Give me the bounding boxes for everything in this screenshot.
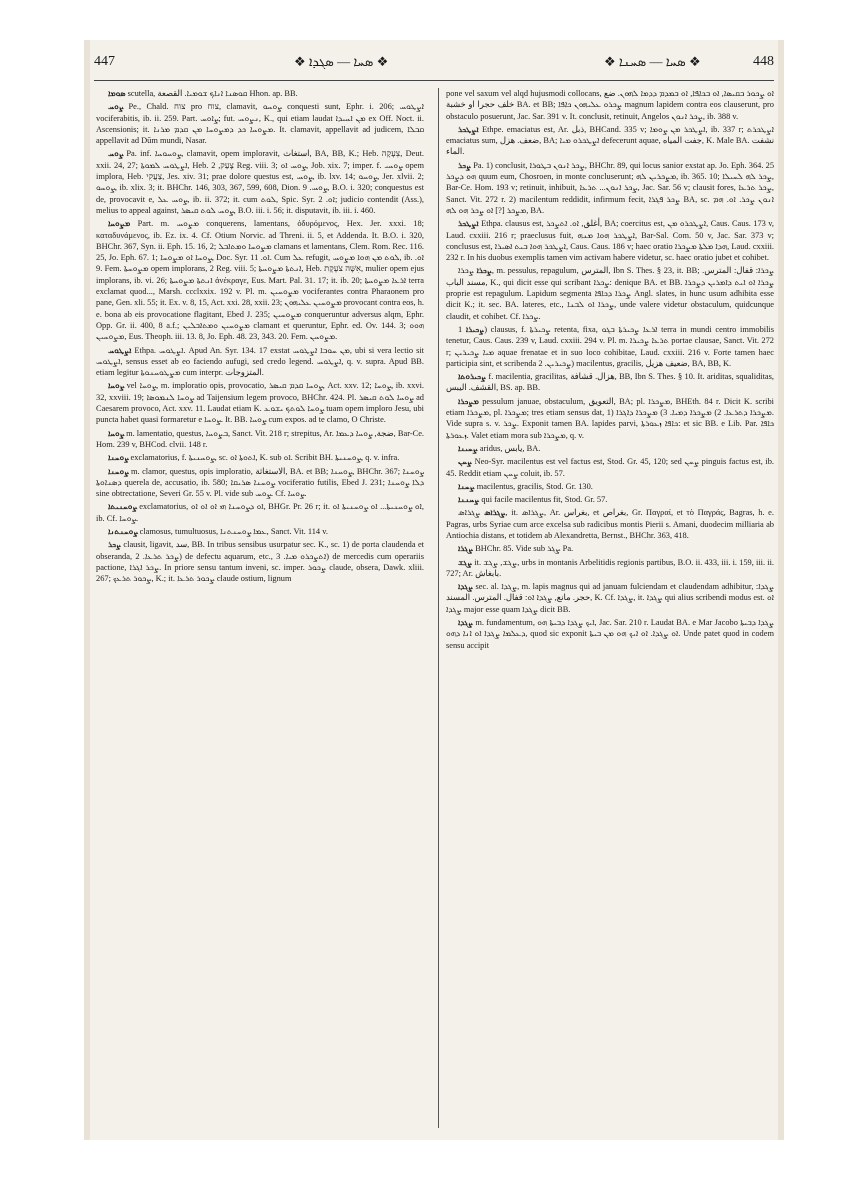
dictionary-entry: [96, 539, 424, 584]
column-divider: [438, 88, 439, 1128]
page-edge-right: [778, 40, 784, 1140]
entry-headword: ܨܓܕܐ: [458, 618, 474, 628]
entry-text: Part. m. ܡܨܘܚ conquerens, lamentans, ὀδυρόμενος, Hex. Jer. xxxi. 18; καταδυνάμενος, ib. Ez. ix. 4. Cf. Otium Norvic. ad Threni. ii. 5, et Addenda. It. B.O. i. 320, BHChr. 367, Syn. ii. Eph. 15. 16, 2; ܡܨܘܚܐ ܘܡܬܐܒܠ clamans et lamentans, Clem. Rom. Rec. 116. 25, Jo. Eph. 67. 1; ܨܘܚܐ ܐܘ ܡܨܘܚܐ, Doc. Syr. ܐܘ. 11. Cum ܥܠ refugit, ܠܘܬ ܡܢ ܗܘܐ ܡܨܘܚ, ib. ܐܘ. 9. Fem. ܡܨܘܚܬܐ opem implorans, 2 Reg. viii. 5; ܐܢܬܬܐ ܡܨܘܚܬܐ, Heb. אִשָּׁה צֹעֶקֶת, mulier opem ejus implorans, ib. vi. 26; ܐܢܬܬܐ ܡܨܘܚܬܐ ἀνέκραγε, Eus. Mart. Pal. 31. 17; it. ib. 20; ܐܪܥܐ ܡܨܘܚܬܐ terra exclamat quod..., Marsh. ccclxxix. 192 v. Pl. m. ܡܨܘܚܝܢ vociferantes contra Pharaonem pro pane, Gen. xli. 55; it. Ex. v. 8, 15, Act. xxi. 28, xxii. 23; ܡܨܘܚܝܢ ܥܠܝܗܘܢ provocant contra eos, h. e. bona ab eis provocatione flagitant, Ebed J. 235; ܡܨܘܚܝܢ conqueruntur adversus alqm, Ephr. Opp. Gr. ii. 400, 8 a.f.; ܡܨܘܚܝܢ ܘܡܬܐܒܠܝܢ clamant et queruntur, Ephr. ed. Ov. 144. 3; ܗܘܘ ܡܨܘܚܝܢ, Eus. Theoph. iii. 13. 8, Jo. Eph. 48. 23, 343. 20. Fem. ܡܨܘܚܢ.: [96, 219, 424, 342]
right-page-number: 448: [753, 54, 774, 69]
dictionary-entry: [446, 443, 774, 454]
right-running-title: ❖ ܣܚܐ — ܣܚܢܐ ❖: [604, 54, 701, 69]
entry-text: ܨܟܪܐ, m. pessulus, repagulum, المترس, Ibn S. Thes. § 23, it. BB; ܨܟܪܐ: قفال: المترس. مسند الباب, K., qui dicit esse qui scribant ܨܟܪܐ: denique BA. et BB. ܨܟܪܐ ܐܘ ܐܝܬ ܕܐܡܪܝܢ ܕܨܟܪܐ proprie est repagulum. Lapidum segmenta ܨܟܪܐ ܕܟܐܦܐ Angl. slates, in hunc usum adhibita esse dicit K.; it. sec. BA. lateres, etc., ܨܟܪܐ ܐܘ ܠܒܢܐ, unde valere videtur obstaculum, quidcunque claudit, et cohibet. Cf. ܨܟܪܐ.: [446, 266, 774, 321]
running-header: [84, 50, 784, 78]
dictionary-entry: [96, 345, 424, 379]
dictionary-entry: [446, 160, 774, 216]
entry-headword: ܨܚܢܐ: [458, 481, 475, 491]
entry-text: Pa. inf. ܨܘܚܘܚܐ, clamavit, opem imploravit, استغاث, BA, BB, K.; Heb. צְעָקָה, Deut. xxii. 24, 27; ܐܨܛܘܚ ܠܡܘܬܐ, Heb. צָעַק, 2 Reg. viii. 3; ܨܘܚ ܐܘ, Job. xix. 7; imper. f. ܨܘܚܝ opem implora, Heb. צַעֲקִי, Jes. xiv. 31; prae dolore questus est, ܨܘܚ, ib. lxv. 14; ܨܘܚܘ, Jer. xlvii. 2; ܨܘܚܘ, ib. xlix. 3; it. BHChr. 146, 303, 367, 599, 608, Dion. ܨܘܚ. 9, B.O. i. 320; conquestus est de, provocavit e, ܨܘܚ ܥܠ, ib. ii. 372; it. cum ܠܘܬ, Spic. Syr. ܐܘ. 2; judicio contendit (Ass.), melius to appeal against, ܨܘܚ ܠܘܬ ܩܝܣܪ, B.O. iii. i. 56; it. disputavit, ib. iii. i. 460.: [96, 149, 424, 215]
dictionary-entry: [446, 88, 774, 122]
entry-text: m. clamor, questus, opis imploratio, الاستغاثة, BA. et BB; ܨܘܚܢܐ, BHChr. 367; ܨܘܚܢܐ ܕܣܢܐܘܬܐ querela de, accusatio, ib. 580; ܨܘܚܢܐ ܣܪܝܩܐ vociferatio futilis, Ebed J. 231; ܕܠܐ ܨܘܚܢܐ sine obtrectatione, Severi Gr. 55 v. Pl. vide sub ܨܘܚ. Cf. ܨܘܚܐ.: [96, 466, 424, 499]
dictionary-entry: [96, 148, 424, 216]
entry-headword: ܨܟܝܪܐ: [465, 324, 485, 334]
entry-headword: ܨܘܚܢܐ: [108, 453, 129, 463]
entry-headword: ܨܘܚ: [108, 102, 124, 112]
entry-headword: ܨܘܚ: [108, 149, 124, 159]
entry-text: macilentus, gracilis, Stod. Gr. 130.: [476, 481, 593, 491]
entry-text: BHChr. 85. Vide sub ܨܓܪ Pa.: [475, 544, 574, 554]
entry-text: sec. al. ܨܓܕܐ, m. lapis magnus qui ad januam fulciendam et claudendam adhibitur, ܨܓܕܐ: حجر. مانع, ܨܓܕܐ ܐܘ: قفال. المترس. المسند, K. Cf. ܨܓܕܐ, it. ܨܓܕܐ qui alius scribendi modus est. ܐܘ ܨܓܕܐ major esse quam ܨܓܕܐ dicit BB.: [446, 582, 774, 614]
entry-text: vel ܨܘܚܐ, m. imploratio opis, provocatio, ܨܘܚܐ ܩܕܡ ܩܝܣܪ, Act. xxv. 12; ܨܘܚܐ, ib. xxvi. 32, xxviii. 19; ܨܘܚܐ ܠܢܡܘܣܐ ad Taijensium legem provoco, BHChr. 424. Pl. ܨܘܚܐ ܠܘܬ ܩܝܣܪ ad Caesarem provoco, Act. xxv. 11. Laudat etiam K. ܨܘܚܐ ܠܘܬܟ ܝܫܘܥ tuam opem imploro Jesu, ubi puncta habet quasi formaretur e ܨܘܚܐ. It. BB. ܨܘܚܐ cum expos. ad te clamo, O Christe.: [96, 381, 424, 425]
entry-headword: ܨܘܚܢܝܬܐ: [108, 502, 137, 512]
entry-text: clausit, ligavit, سد, BB. In tribus sensibus usurpatur sec. K., sc. 1) de porta claudenda et obseranda, ܨܟܪ ܬܪܥܐ. 2) de defectu aquarum, etc., ܐܬܨܟܪܘ ܡܝܐ. 3) de mercedis cum operariis pactione, ܨܟܪ ܐܓܪܐ. In priore sensu tantum inveni, sc. imper. ܨܟܘܪ claude, obsera, Dawk. xliii. 267; ܨܟܘܪ ܬܪܥܟ, K.; it. ܨܟܘܪ ܬܪܥܐ claude ostium, lignum: [96, 540, 424, 584]
entry-text: Ethpa. clausus est, أغلق, ܐܘ. ܐܬܨܟܪ, BA; coercitus est, ܐܨܛܟܪܘ ܡܢ, Caus. Caus. 173 v, Laud. cxxiii. 216 r; praeclusus fuit, ܐܨܛܟܪ ܗܘܐ ܡܢܗ, Bar-Sal. Com. 50 v, Jac. Sar. 373 v; conclusus est, ܐܨܛܟܪ ܗܘܐ ܒܝܬ ܐܣܝܪܐ, Caus. Caus. 186 v; haec oratio ܗܕܐ ܡܠܬܐ ܡܨܟܪܐ, Laud. cxxiii. 232 r. In his duobus exemplis tamen vim activam habere videtur, sc. haec oratio jubet et cohibet.: [446, 219, 774, 263]
dictionary-entry: [446, 124, 774, 158]
entry-headword: ܨܘܚܢܐ: [108, 466, 129, 476]
entry-headword: ܨܟܪܐ: [476, 266, 492, 276]
dictionary-entry: [96, 218, 424, 342]
dictionary-entry: [96, 88, 424, 99]
dictionary-entry: [96, 466, 424, 500]
entry-headword: ܨܘܚܐ: [108, 428, 124, 438]
entry-text: ܨܓܪܐܣ, it. ܨܓܪܐܣ, Ar. بغراس, et بغراص, Gr. Παγραί, et τὸ Παγράς, Bagras, h. e. Pagras, urbs Syriae cum arce excelsa sub radicibus montis Pierii s. Amani, duodecim milliaria ab Antiochia distans, et totidem ab Alexandretta, Bernst., BHChr. 363, 418.: [446, 508, 774, 540]
dictionary-entry: [96, 501, 424, 524]
entry-text: Pe., Chald. צוח pro צוח, clamavit, ܨܘܚܘ conquesti sunt, Ephr. i. 206; ܐܨܛܘܚ vociferabitis, ib. ii. 259. Part. ܨܐܘܚ; fut. ܢܨܘܚ, K., qui etiam laudat ܡܢ ܐܚܝܕܐ ex Off. Noct. ii. Ascensionis; it. ܡܨܘܚܐ ܟܕ ܕܡܨܘܚܐ ܡܢ ܩܕܡ ܡܪܢܐ. It. clamavit, appellavit ad judicem, ܩܒܠܐ appellavit ad Dūm mundi, Nasar.: [96, 102, 424, 146]
entry-text: scutella, ܩܘܣܢܐ ܐܢܐܟ ܫܘܡܝܐ. القصعة Hhon. ap. BB.: [127, 89, 298, 98]
entry-headword: ܐܨܛܘܚ: [108, 345, 132, 355]
entry-headword: ܨܘܚܐ: [108, 381, 124, 391]
entry-text: pone vel saxum vel alqd hujusmodi collocans, ܐܘ ܨܟܘܪ ܒܩܝܣܐ, ܐܘ ܒܟܐܦܐ, ܐܘ ܒܡܕܡ ܕܕܡܐ ܠܗܘܢ. ضع خلف حجرا او خشبة BA. et BB; ܨܟܪܘ ܥܠܝܗܘܢ ܟܐܦܐ magnum lapidem contra eos clauserunt, pro obstaculo posuerunt, Jac. Sar. 391 v. It. conclusit, retinuit, Angelos ܨܟܪ ܐܢܘܢ, ib. 388 v.: [446, 89, 774, 121]
dictionary-entry: [96, 526, 424, 537]
page-edge-left: [84, 40, 90, 1140]
dictionary-entry: [96, 452, 424, 463]
entry-text: m. lamentatio, questus, ܒܨܘܚܐ, Sanct. Vit. 218 r; strepitus, Ar. ضجة, ܨܘܚܐ ܕܥܡܐ, Bar-Ce. Hom. 239 v, BHCod. clvii. 148 r.: [96, 428, 424, 449]
dictionary-entry: [446, 371, 774, 394]
entry-headword: ܨܟܪ: [458, 160, 471, 170]
dictionary-entry: [446, 396, 774, 441]
entry-headword: ܨܘܚܢܬܢܐ: [108, 526, 138, 536]
entry-headword: ܨܚܢ: [458, 457, 472, 467]
entry-text: exclamatorius, f. ܨܘܚܢܝܬܐ, sc. ܐܬܘܬܐ ܐܘ, K. sub ܐܘ. Scribit BH. ܨܘܚܢܝܬܐ, q. v. infra.: [130, 453, 400, 463]
entry-text: clamosus, tumultuosus, ܥܡܐ ܨܘܚܢܬܢܐ, Sanct. Vit. 114 v.: [139, 526, 328, 536]
entry-headword: ܣܘܡܐ: [108, 89, 126, 98]
entry-text: Ethpe. emaciatus est, Ar. ذبل, BHCand. 335 v; ܐܨܛܟܪ ܡܢ ܨܘܡܐ, ib. 337 r; ܐܨܛܟܪܬ emaciatus sum, ضعف. هزل, BA; ܐܨܛܟܪܘ ܡܝܐ defecerunt aquae, جفت المياه, K. Male BA. نشفت الماء.: [446, 124, 774, 157]
dictionary-entry: [96, 380, 424, 425]
entry-text: Pa. 1) conclusit, ܨܟܪ ܐܢܘܢ ܒܛܘܪܐ, BHChr. 89, qui locus sanior exstat ap. Jo. Eph. 364. 25 ܗܘ ܕܨܟܪ quum eum, Chosroen, in monte concluserunt; ܡܨܟܪܝܢ ܠܗ, ib. 365. 10; ܨܟܪ ܠܗ ܠܚܝܠܐ, Bar-Ce. Hom. 193 v; retinuit, inhibuit, ܨܟܪ ܐܢܘܢ... ܬܪܥܐ, Jac. Sar. 56 v; clausit fores, ܨܟܪ ܬܪܥܐ, Sanct. Vit. 272 r. 2) macilentum reddidit, infirmum fecit, ܨܟܪ ܦܓܪܐ BA, sc. ܐܢܘܢ ܨܟܪ. ܐܘ. ܗܡ ܡܨܟܪ [?] ܐܘ ܨܟܪ ܗܘ ܠܗ, BA.: [446, 160, 774, 215]
dictionary-entry: [446, 581, 774, 615]
dictionary-entry: [446, 456, 774, 479]
entry-text: qui facile macilentus fit, Stod. Gr. 57.: [481, 495, 608, 505]
left-column: [96, 88, 424, 1128]
entry-text: pessulum januae, obstaculum, التعويق, BA; pl. ܡܨܟܪܐ, BHEth. 84 r. Dicit K. scribi etiam ܡܨܟܪܐ, pl. ܡܨܟܪܐ; tres etiam sensus dat, 1) ܡܨܟܪܐ ܕܬܪܥܐ. 2) ܡܨܟܪܐ ܕܡܝܐ. 3) ܡܨܟܪܐ ܕܐܓܪܐ. Vide supra s. v. ܨܟܪ. Exponit tamen BA. lapides parvi, ܟܐܦܐ ܙܥܘܪܬܐ: et sic BB. e Lib. Par. ܟܐܦܐ ܙܥܘܪܬܐ. Valet etiam mora sub ܡܨܟܪܐ, q. v.: [446, 396, 774, 440]
dictionary-entry: [446, 494, 774, 505]
entry-text: m. fundamentum, ܐܝܟ ܨܓܕܐ ܕܒܝܬܐ ܗܘ, Jac. Sar. 210 r. Laudat BA. e Mar Jacobo ܨܓܕܐ ܕܒܝܬܐ ܕܥܠܡܐ ܨܓܕܐ ܐܘ ܐܢܐ ܕܗܘ, quod sic exponit ܐܘ ܨܓܕܐ. ܐܘ ܐܝܟ ܗܘ ܡܢ ܒܝܬܐ. Unde patet quod in codem sensu accipit: [446, 618, 774, 650]
dictionary-entry: [446, 265, 774, 321]
dictionary-entry: [96, 428, 424, 451]
entry-text: aridus, يابس, BA.: [479, 443, 541, 453]
entry-text: Neo-Syr. macilentus est vel factus est, Stod. Gr. 45, 120; sed ܨܚܢ pinguis factus est, ib. 45. Reddit etiam ܨܚܢ coluit, ib. 57.: [446, 457, 774, 478]
dictionary-entry: [96, 101, 424, 146]
entry-headword: ܐܨܛܟܪ: [458, 219, 479, 229]
dictionary-entry: [446, 218, 774, 263]
entry-headword: ܨܟܪ: [108, 540, 121, 550]
entry-headword: ܨܓܫ: [458, 557, 473, 567]
entry-headword: ܡܨܟܪܐ: [458, 396, 479, 406]
entry-headword: ܨܟܝܪܘܬܐ: [458, 372, 487, 382]
entry-headword: ܨܓܪܐ: [458, 544, 474, 554]
left-running-title: ❖ ܣܚܐ — ܣܓܕܐ ❖: [294, 54, 389, 69]
dictionary-entry: [446, 543, 774, 554]
entry-text: Ethpa. ܐܨܛܘܚ. Apud An. Syr. 134. 17 exstat ܡܢ ܚܘܒܐ ܐܨܛܘܚ, ubi si vera lectio sit ܐܨܛܘܚ, sensus esset ab eo faciendo aufugi, sed credo legend. ܐܨܛܘܚ, q. v. supra. Apud BB. etiam legitur ܡܨܛܘܚܢܘܬܐ cum interpr. المتزوجات.: [96, 345, 424, 378]
entry-headword: ܨܚܢܢܐ: [458, 495, 480, 505]
right-column: [446, 88, 774, 1128]
entry-text: exclamatorius, ܐܘ ܕܨܘܚܢܐ ܗܝ ܐܘ ܐܘ ܐܘ, BHGr. Pr. 26 r; it. ܐܘ ܨܘܚܢܝܬܐ... ܐܘ ܨܘܚܢܝܬܐ ܐܘ, ib. Cf. ܨܘܚܐ.: [96, 502, 424, 523]
entry-text: 1) clausus, f. ܨܟܝܪܬܐ retenta, fixa, ܐܪܥܐ ܨܟܝܪܬܐ ܒܓܘ terra in mundi centro immobilis tenetur, Caus. Caus. 239 v, Laud. cxxiii. 294 v. Pl. m. ܬܪܥܐ ܨܟܝܪܐ portae clausae, Sanct. Vit. 272 r; ܡܝܐ ܨܟܝܪܝܢ aquae frenatae et in suo loco cohibitae, Laud. cxxiii. 216 v. Forte tamen haec participia sint, et scribenda ܨܟܝܪܝܢ. 2) macilentus, gracilis, ضعيف هزيل, BA, BB, K.: [446, 324, 774, 368]
header-rule: [94, 80, 774, 81]
entry-text: it. ܨܓܫ, ܨܓܫ, urbs in montanis Arbelitidis regionis partibus, B.O. ii. 433, iii. i. 159, iii. ii. 727; Ar. بابغاش.: [446, 557, 774, 578]
dictionary-entry: [446, 557, 774, 580]
entry-headword: ܨܓܕܐ: [458, 582, 474, 592]
entry-headword: ܨܚܝܢܐ: [458, 443, 478, 453]
entry-text: f. macilentia, gracilitas, هزال. قشافة, BB, Ibn S. Thes. § 10. It. ariditas, squaliditas, القشف. اليبس, BS. ap. BB.: [446, 372, 774, 393]
dictionary-entry: [446, 481, 774, 492]
entry-headword: ܐܨܛܟܪ: [458, 124, 479, 134]
left-page-number: 447: [94, 54, 115, 69]
dictionary-entry: [446, 507, 774, 541]
dictionary-entry: [446, 324, 774, 369]
entry-headword: ܨܓܪܐܣ: [484, 508, 506, 518]
entry-headword: ܡܨܘܚܐ: [108, 219, 131, 229]
dictionary-entry: [446, 617, 774, 651]
